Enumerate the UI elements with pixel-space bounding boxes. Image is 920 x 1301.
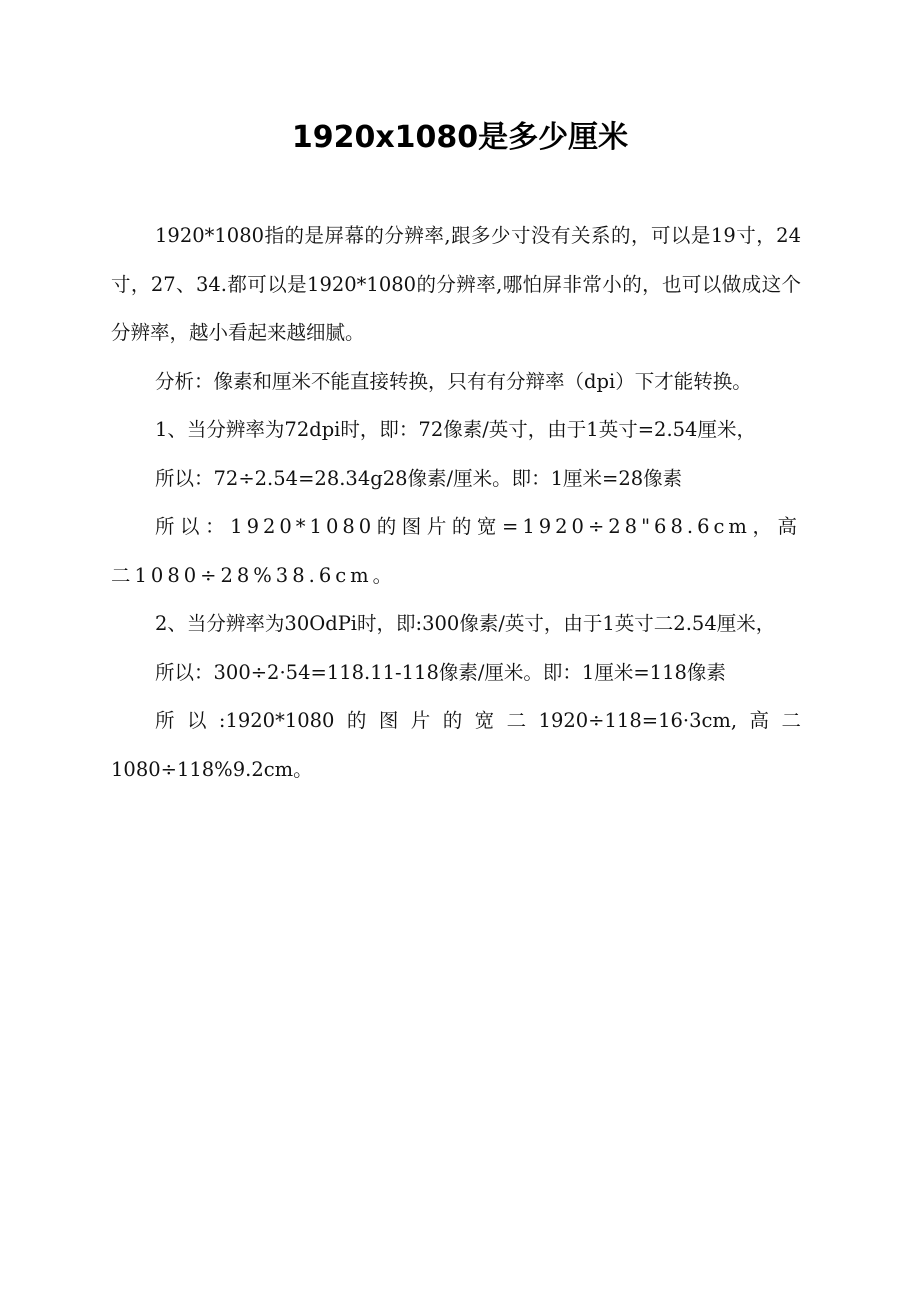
paragraph-300dpi-size: 所以:1920*1080的图片的宽二1920÷118=16·3cm,高二1080÷118%9.2cm。 <box>111 709 801 781</box>
document-body <box>111 212 801 794</box>
document-title: 1920x1080是多少厘米 <box>291 120 629 155</box>
paragraph-72dpi-calc: 所以：72÷2.54=28.34g28像素/厘米。即：1厘米=28像素 <box>155 466 683 490</box>
paragraph-analysis: 分析：像素和厘米不能直接转换，只有有分辩率（dpi）下才能转换。 <box>155 369 752 393</box>
paragraph-300dpi: 2、当分辨率为30OdPi时，即:300像素/英寸，由于1英寸二2.54厘米， <box>155 612 776 635</box>
paragraph-72dpi-size: 所以：1920*1080的图片的宽=1920÷28"68.6cm，高二1080÷28%38.6cm。 <box>111 515 801 587</box>
paragraph-72dpi: 1、当分辨率为72dpi时，即：72像素/英寸，由于1英寸=2.54厘米， <box>155 418 756 441</box>
paragraph-intro: 1920*1080指的是屏幕的分辨率,跟多少寸没有关系的，可以是19寸，24寸，27、34.都可以是1920*1080的分辨率,哪怕屏非常小的，也可以做成这个分辨率，越小看起来越细腻。 <box>111 224 801 344</box>
paragraph-300dpi-calc: 所以：300÷2·54=118.11-118像素/厘米。即：1厘米=118像素 <box>155 660 726 684</box>
